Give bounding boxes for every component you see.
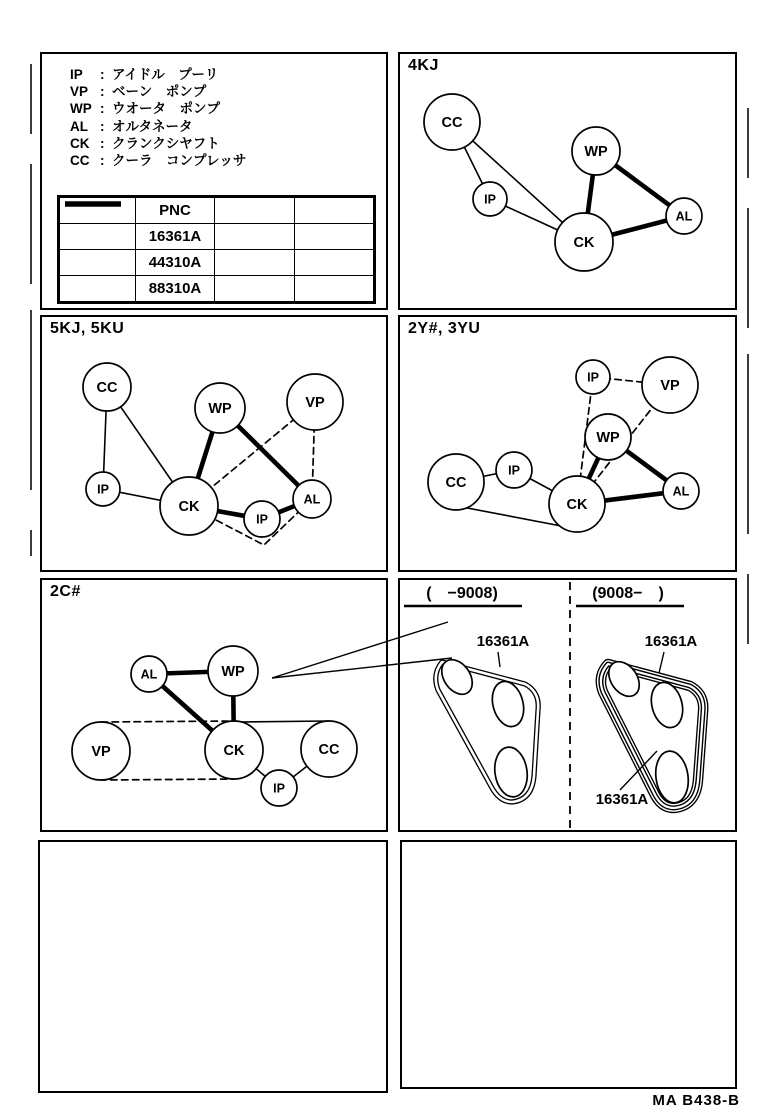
- pulley-label-ip: IP: [508, 463, 520, 478]
- empty-cell: [295, 224, 375, 250]
- pulley-label-wp: WP: [221, 664, 245, 681]
- pnc-table-row-88310A: [59, 276, 375, 303]
- pnc-value-cell: 88310A: [136, 276, 215, 303]
- empty-header-cell: [215, 197, 295, 224]
- legend-colon: :: [100, 118, 105, 134]
- line-sample-cell: [59, 250, 136, 276]
- part-number-label: 16361A: [476, 633, 530, 650]
- pulley-label-ck: CK: [178, 499, 200, 516]
- empty-cell: [295, 276, 375, 303]
- pnc-value-cell: 16361A: [136, 224, 215, 250]
- legend-code: CC: [70, 152, 90, 168]
- legend-name: クーラ コンプレッサ: [112, 152, 247, 168]
- legend-code: VP: [70, 84, 89, 100]
- legend-code: AL: [70, 118, 88, 134]
- part-label-leader-line: [498, 652, 500, 667]
- diagram-title: 5KJ, 5KU: [50, 320, 125, 337]
- legend-name: ベーン ポンプ: [112, 84, 207, 100]
- legend-colon: :: [100, 135, 105, 151]
- legend-name: アイドル プーリ: [112, 67, 219, 82]
- pnc-value-cell: 44310A: [136, 250, 215, 276]
- empty-cell: [215, 250, 295, 276]
- pulley-label-wp: WP: [208, 401, 232, 418]
- part-number-label: 16361A: [595, 791, 649, 808]
- legend-entry-al: [70, 118, 246, 135]
- pnc-table-row-44310A: [59, 250, 375, 276]
- belt-routing-svg-4kj: [400, 54, 735, 308]
- legend-entry-wp: [70, 100, 246, 117]
- diagram-panel-2y-3yu: [398, 315, 737, 572]
- empty-cell: [215, 276, 295, 303]
- line-sample-cell: [59, 276, 136, 303]
- legend-name: ウオータ ポンプ: [112, 101, 220, 117]
- pulley-label-vp: VP: [305, 395, 325, 412]
- period-label-post-9008: (9008− ): [592, 585, 664, 602]
- pulley-label-ip: IP: [256, 512, 268, 527]
- pulley-label-ip: IP: [587, 370, 599, 385]
- belt-88310A: [234, 721, 329, 722]
- line-sample-cell: [59, 224, 136, 250]
- empty-cell: [295, 250, 375, 276]
- pulley-label-ip: IP: [273, 781, 285, 796]
- pulley-label-ck: CK: [566, 497, 588, 514]
- pnc-line-style-table: [57, 195, 376, 304]
- diagram-title: 2Y#, 3YU: [408, 320, 481, 337]
- legend-code: IP: [70, 67, 83, 82]
- belt-routing-svg-5kj-5ku: [42, 317, 386, 570]
- empty-panel-right: [400, 840, 737, 1089]
- pulley-label-cc: CC: [96, 380, 118, 397]
- diagram-title: 4KJ: [408, 57, 439, 74]
- belt-routing-svg-2y-3yu: [400, 317, 735, 570]
- pulley-label-wp: WP: [584, 144, 608, 161]
- doc-code: MA B438-B: [652, 1092, 740, 1109]
- legend-colon: :: [100, 152, 105, 168]
- legend-name: オルタネータ: [112, 118, 193, 134]
- pulley-label-ip: IP: [97, 482, 109, 497]
- diagram-panel-4kj: [398, 52, 737, 310]
- belt-detail-panel: [398, 578, 737, 832]
- diagram-panel-2c: [40, 578, 388, 832]
- legend-code: CK: [70, 135, 90, 151]
- pulley-label-vp: VP: [660, 378, 680, 395]
- legend-entry-cc: [70, 152, 246, 169]
- legend-colon: :: [100, 67, 105, 82]
- pulley-label-cc: CC: [445, 475, 467, 492]
- pulley-label-al: AL: [675, 209, 693, 224]
- part-label-leader-line: [659, 652, 664, 673]
- pulley-label-ip: IP: [484, 192, 496, 207]
- belt-routing-svg-2c: [42, 580, 386, 830]
- pulley-label-al: AL: [303, 492, 321, 507]
- pulley-label-al: AL: [672, 484, 690, 499]
- pnc-header-cell: PNC: [136, 197, 215, 224]
- pulley-label-cc: CC: [318, 742, 340, 759]
- pulley-label-cc: CC: [441, 115, 463, 132]
- legend-colon: :: [100, 84, 105, 100]
- legend-name: クランクシヤフト: [112, 135, 220, 151]
- empty-panel-left: [38, 840, 388, 1093]
- legend-colon: :: [100, 101, 105, 117]
- pulley-label-al: AL: [140, 667, 158, 682]
- pulley-label-ck: CK: [573, 235, 595, 252]
- part-number-label: 16361A: [644, 633, 698, 650]
- belt-drawing-pulley: [492, 745, 531, 799]
- empty-cell: [215, 224, 295, 250]
- empty-header-cell: [295, 197, 375, 224]
- legend-abbreviation-list: [70, 66, 246, 169]
- legend-code: WP: [70, 101, 92, 117]
- pulley-label-wp: WP: [596, 430, 620, 447]
- diagram-title: 2C#: [50, 583, 81, 600]
- period-label-pre-9008: ( −9008): [426, 585, 498, 602]
- legend-panel: [40, 52, 388, 310]
- legend-entry-ck: [70, 135, 246, 152]
- pnc-table-row-16361A: [59, 224, 375, 250]
- legend-entry-vp: [70, 83, 246, 100]
- diagram-panel-5kj-5ku: [40, 315, 388, 572]
- pulley-label-vp: VP: [91, 744, 111, 761]
- belt-detail-svg: [400, 580, 735, 830]
- pulley-label-ck: CK: [223, 743, 245, 760]
- legend-entry-ip: [70, 66, 246, 83]
